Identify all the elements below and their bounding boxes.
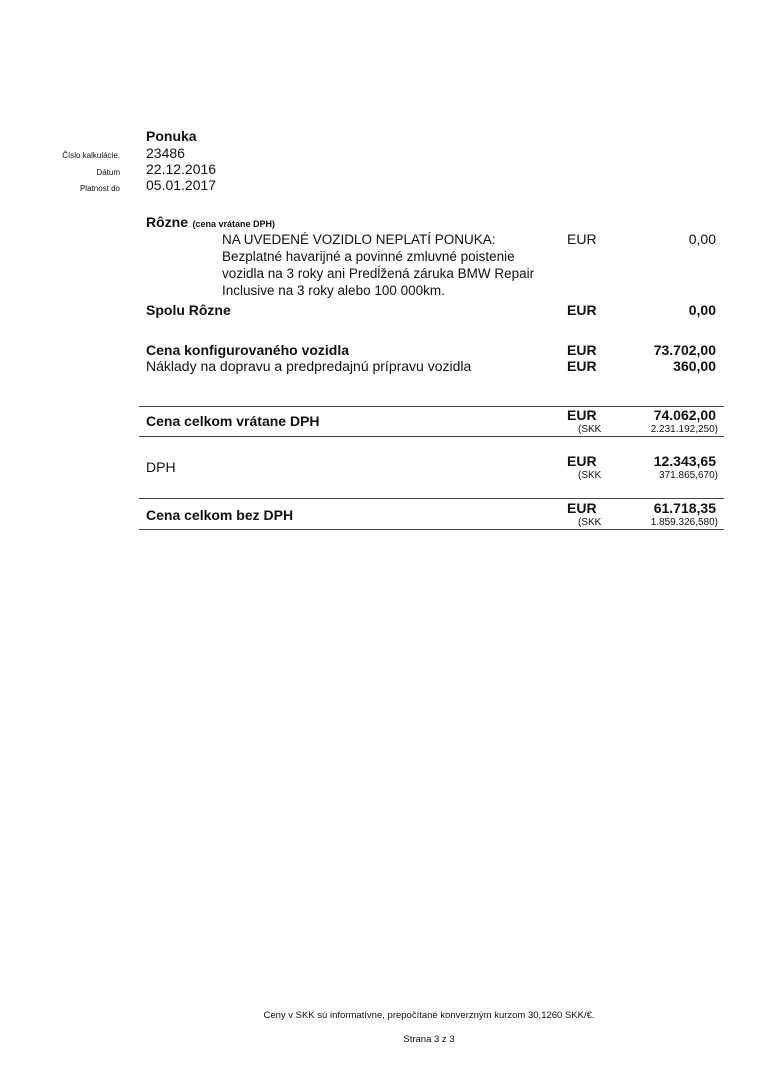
valid-until-label: Platnost do	[79, 184, 120, 193]
total-with-vat-label: Cena celkom vrátane DPH	[146, 413, 320, 429]
date-value: 22.12.2016	[146, 161, 217, 177]
page-number: Strana 3 z 3	[403, 1034, 455, 1045]
misc-total-label: Spolu Rôzne	[146, 302, 231, 318]
misc-description	[222, 231, 552, 299]
misc-total-currency: EUR	[567, 302, 597, 318]
misc-total-amount: 0,00	[688, 302, 716, 318]
misc-desc-line: Inclusive na 3 roky alebo 100 000km.	[222, 283, 445, 298]
vat-currency: EUR	[567, 453, 597, 469]
total-with-vat-currency: EUR	[567, 407, 597, 423]
misc-amount: 0,00	[688, 231, 716, 247]
calc-number-label: Číslo kalkulácie.	[62, 151, 120, 160]
misc-subtitle: (cena vrátane DPH)	[192, 219, 275, 229]
misc-desc-line: vozidla na 3 roky ani Predĺžená záruka BMW Repair	[222, 266, 535, 281]
vat-amount: 12.343,65	[653, 453, 716, 469]
total-with-vat-skk-amount: 2.231.192,250)	[650, 424, 718, 435]
date-label: Dátum	[96, 168, 120, 177]
vat-skk-label: (SKK	[578, 470, 602, 481]
document-title: Ponuka	[146, 128, 197, 144]
misc-title: Rôzne	[146, 214, 188, 230]
transport-amount: 360,00	[673, 358, 716, 374]
total-without-vat-amount: 61.718,35	[653, 500, 716, 516]
configured-currency: EUR	[567, 342, 597, 358]
total-with-vat-amount: 74.062,00	[653, 407, 716, 423]
valid-until-value: 05.01.2017	[146, 177, 217, 193]
total-without-vat-currency: EUR	[567, 500, 597, 516]
misc-desc-line: NA UVEDENÉ VOZIDLO NEPLATÍ PONUKA:	[222, 232, 496, 247]
total-with-vat-skk-label: (SKK	[578, 424, 602, 435]
divider	[139, 406, 724, 407]
total-without-vat-skk-amount: 1.859.326,580)	[650, 517, 718, 528]
vat-label: DPH	[146, 459, 176, 475]
misc-currency: EUR	[567, 231, 597, 247]
divider	[139, 529, 724, 530]
transport-label: Náklady na dopravu a predpredajnú prípravu vozidla	[146, 358, 472, 374]
divider	[139, 498, 724, 499]
transport-currency: EUR	[567, 358, 597, 374]
calc-number-value: 23486	[146, 145, 185, 161]
vat-skk-amount: 371.865,670)	[659, 470, 718, 481]
configured-label: Cena konfigurovaného vozidla	[146, 342, 350, 358]
configured-amount: 73.702,00	[653, 342, 716, 358]
misc-heading	[146, 214, 275, 232]
footer-note: Ceny v SKK sú informatívne, prepočítané konverzným kurzom 30,1260 SKK/€.	[263, 1010, 595, 1021]
divider	[139, 436, 724, 437]
total-without-vat-skk-label: (SKK	[578, 517, 602, 528]
misc-desc-line: Bezplatné havarijné a povinné zmluvné poistenie	[222, 249, 515, 264]
total-without-vat-label: Cena celkom bez DPH	[146, 507, 294, 523]
